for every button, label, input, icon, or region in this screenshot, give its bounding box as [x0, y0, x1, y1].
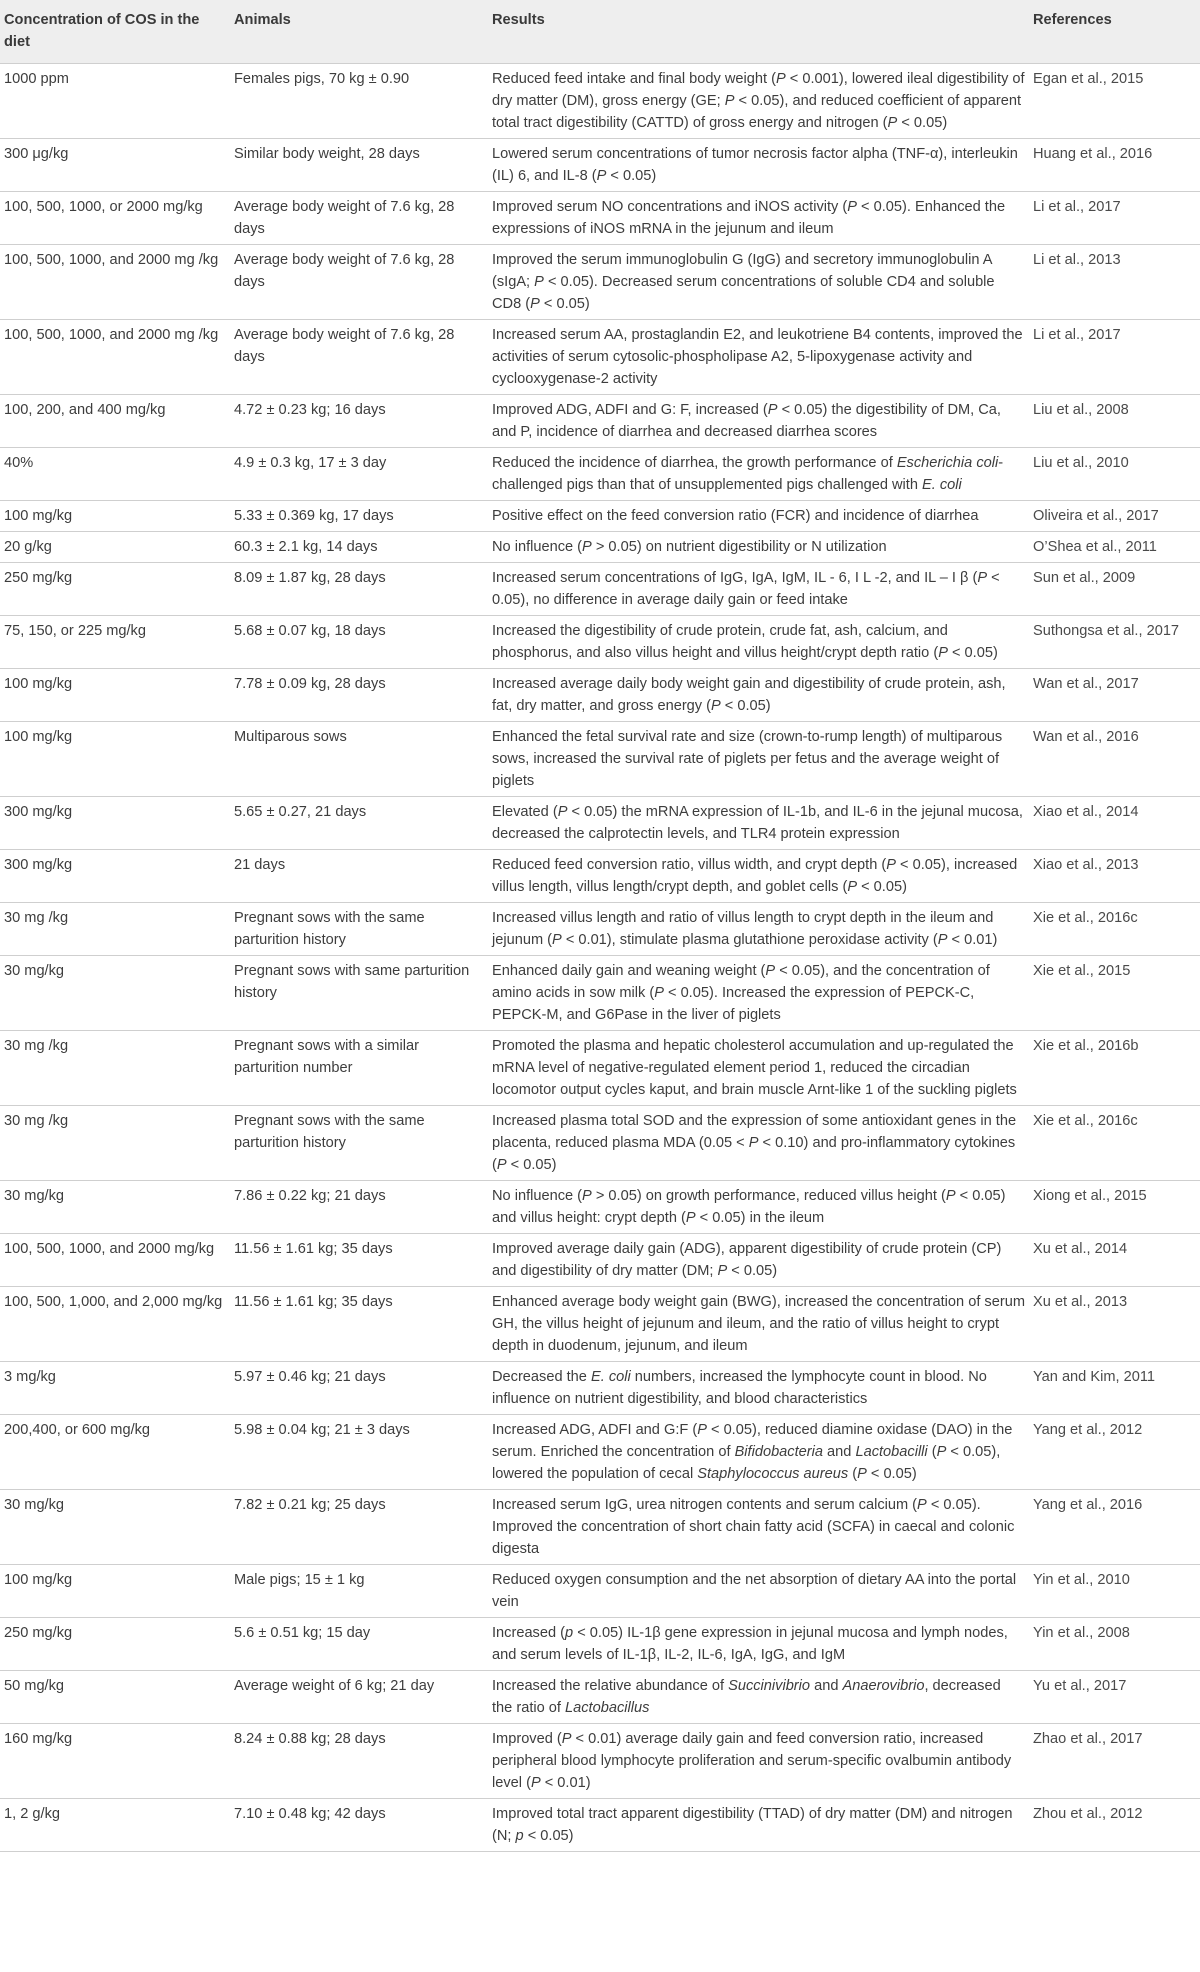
- table-row: [0, 563, 1200, 616]
- cell-reference: Yin et al., 2010: [1033, 1572, 1130, 1588]
- text-segment: < 0.05): [720, 698, 771, 714]
- cell-animals: Pregnant sows with the same parturition history: [234, 910, 425, 948]
- italic-segment: P: [847, 199, 857, 215]
- table-row: [0, 1799, 1200, 1852]
- text-segment: No influence (: [492, 1188, 583, 1204]
- cell-animals: Pregnant sows with a similar parturition number: [234, 1038, 419, 1076]
- table-row: [0, 501, 1200, 532]
- table-row: [0, 616, 1200, 669]
- table-row: [0, 1362, 1200, 1415]
- italic-segment: Bifidobacteria: [734, 1444, 823, 1460]
- cell-animals: 8.09 ± 1.87 kg, 28 days: [234, 570, 386, 586]
- italic-segment: P: [938, 645, 948, 661]
- italic-segment: P: [887, 115, 898, 131]
- text-segment: and: [823, 1444, 856, 1460]
- cell-concentration: 100, 500, 1000, and 2000 mg/kg: [4, 1241, 215, 1257]
- table-header: [0, 0, 1200, 64]
- cell-results: [488, 616, 1029, 669]
- text-segment: < 0.05). Increased the expression of PEPCK-C, PEPCK-M, and G6Pase in the liver of piglets: [492, 985, 975, 1023]
- table-row: [0, 1490, 1200, 1565]
- cell-reference: Zhou et al., 2012: [1033, 1806, 1143, 1822]
- cell-reference: Xie et al., 2016b: [1033, 1038, 1139, 1054]
- text-segment: < 0.05): [947, 645, 998, 661]
- cell-animals: 11.56 ± 1.61 kg; 35 days: [234, 1241, 393, 1257]
- cell-reference: Yan and Kim, 2011: [1033, 1369, 1155, 1385]
- cell-results: [488, 1618, 1029, 1671]
- text-segment: < 0.01): [947, 932, 998, 948]
- cell-concentration: 100 mg/kg: [4, 729, 73, 745]
- italic-segment: P: [697, 1422, 707, 1438]
- cell-results: [488, 1362, 1029, 1415]
- cell-animals: 5.33 ± 0.369 kg, 17 days: [234, 508, 394, 524]
- table-row: [0, 1724, 1200, 1799]
- text-segment: Reduced feed conversion ratio, villus width, and crypt depth (: [492, 857, 887, 873]
- table-row: [0, 64, 1200, 139]
- cell-results: [488, 1287, 1029, 1362]
- text-segment: (: [848, 1466, 858, 1482]
- cell-reference: Xie et al., 2016c: [1033, 910, 1138, 926]
- text-segment: Reduced feed intake and final body weight (: [492, 71, 776, 87]
- text-segment: < 0.10) and pro-inflammatory cytokines (: [492, 1135, 1016, 1173]
- cell-reference: Xu et al., 2013: [1033, 1294, 1128, 1310]
- cell-results: [488, 139, 1029, 192]
- cell-reference: Li et al., 2017: [1033, 199, 1121, 215]
- cell-results: [488, 956, 1029, 1031]
- italic-segment: P: [557, 804, 568, 820]
- cell-results: [488, 1415, 1029, 1490]
- table-row: [0, 448, 1200, 501]
- text-segment: Increased serum concentrations of IgG, IgA, IgM, IL - 6, I L -2, and IL – I β (: [492, 570, 978, 586]
- table-row: [0, 139, 1200, 192]
- cell-animals: 11.56 ± 1.61 kg; 35 days: [234, 1294, 393, 1310]
- italic-segment: P: [857, 1466, 867, 1482]
- cell-animals: 7.10 ± 0.48 kg; 42 days: [234, 1806, 386, 1822]
- table-row: [0, 850, 1200, 903]
- text-segment: < 0.05), no difference in average daily gain or feed intake: [492, 570, 1000, 608]
- cell-concentration: 160 mg/kg: [4, 1731, 73, 1747]
- cell-concentration: 75, 150, or 225 mg/kg: [4, 623, 146, 639]
- table-row: [0, 797, 1200, 850]
- text-segment: Enhanced the fetal survival rate and size (crown-to-rump length) of multiparous sows, increased the survival rate of piglets per fetus and the average weight of piglets: [492, 729, 1003, 789]
- cell-concentration: 300 μg/kg: [4, 146, 69, 162]
- text-segment: < 0.05): [606, 168, 657, 184]
- text-segment: < 0.05) the digestibility of DM, Ca, and P, incidence of diarrhea and decreased diarrhea scores: [492, 402, 1001, 440]
- text-segment: < 0.05): [506, 1157, 557, 1173]
- italic-segment: P: [917, 1497, 927, 1513]
- cell-concentration: 300 mg/kg: [4, 804, 73, 820]
- cell-animals: 5.98 ± 0.04 kg; 21 ± 3 days: [234, 1422, 410, 1438]
- cell-concentration: 30 mg /kg: [4, 910, 69, 926]
- text-segment: < 0.05). Enhanced the expressions of iNOS mRNA in the jejunum and ileum: [492, 199, 1006, 237]
- cell-animals: 4.72 ± 0.23 kg; 16 days: [234, 402, 386, 418]
- cell-reference: Oliveira et al., 2017: [1033, 508, 1159, 524]
- cell-concentration: 100 mg/kg: [4, 508, 73, 524]
- italic-segment: P: [582, 539, 592, 555]
- text-segment: Promoted the plasma and hepatic cholesterol accumulation and up-regulated the mRNA level of negative-regulated element period 1, reduced the circadian locomotor output cycles kaput, and brain muscle Arnt-like 1 of the suckling piglets: [492, 1038, 1017, 1098]
- cell-animals: 60.3 ± 2.1 kg, 14 days: [234, 539, 378, 555]
- text-segment: Elevated (: [492, 804, 558, 820]
- text-segment: < 0.05) and villus height: crypt depth (: [492, 1188, 1006, 1226]
- italic-segment: Anaerovibrio: [842, 1678, 925, 1694]
- cell-concentration: 30 mg/kg: [4, 1497, 65, 1513]
- italic-segment: Lactobacillus: [565, 1700, 650, 1716]
- cell-results: [488, 1031, 1029, 1106]
- text-segment: Decreased the: [492, 1369, 591, 1385]
- text-segment: < 0.01): [540, 1775, 591, 1791]
- italic-segment: P: [561, 1731, 572, 1747]
- cell-animals: Multiparous sows: [234, 729, 347, 745]
- text-segment: Enhanced average body weight gain (BWG), increased the concentration of serum GH, the villus height of jejunum and ileum, and the ratio of villus height to crypt depth in duodenum, jejunum, and ileum: [492, 1294, 1025, 1354]
- cell-reference: Egan et al., 2015: [1033, 71, 1144, 87]
- text-segment: Increased (: [492, 1625, 566, 1641]
- text-segment: < 0.05), and the concentration of amino acids in sow milk (: [492, 963, 990, 1001]
- cell-results: [488, 797, 1029, 850]
- italic-segment: P: [717, 1263, 728, 1279]
- text-segment: < 0.05) the mRNA expression of IL-1b, and IL-6 in the jejunal mucosa, decreased the calprotectin levels, and TLR4 protein expression: [492, 804, 1023, 842]
- cell-concentration: 100 mg/kg: [4, 1572, 73, 1588]
- italic-segment: P: [936, 1444, 947, 1460]
- text-segment: < 0.05), lowered the population of cecal: [492, 1444, 1001, 1482]
- cell-results: [488, 1724, 1029, 1799]
- cell-concentration: 1, 2 g/kg: [4, 1806, 60, 1822]
- table-row: [0, 1618, 1200, 1671]
- text-segment: Reduced the incidence of diarrhea, the growth performance of: [492, 455, 897, 471]
- text-segment: (: [927, 1444, 937, 1460]
- cell-animals: 8.24 ± 0.88 kg; 28 days: [234, 1731, 386, 1747]
- text-segment: < 0.05), reduced diamine oxidase (DAO) in the serum. Enriched the concentration of: [492, 1422, 1013, 1460]
- cell-results: [488, 532, 1029, 563]
- italic-segment: Staphylococcus aureus: [697, 1466, 849, 1482]
- table-row: [0, 669, 1200, 722]
- text-segment: numbers, increased the lymphocyte count in blood. No influence on nutrient digestibility, and blood characteristics: [492, 1369, 987, 1407]
- cell-reference: Liu et al., 2008: [1033, 402, 1129, 418]
- table-row: [0, 1031, 1200, 1106]
- text-segment: < 0.05): [866, 1466, 917, 1482]
- cell-reference: Xiao et al., 2013: [1033, 857, 1139, 873]
- cell-results: [488, 448, 1029, 501]
- table-row: [0, 1234, 1200, 1287]
- cell-concentration: 3 mg/kg: [4, 1369, 56, 1385]
- cell-concentration: 100, 500, 1000, and 2000 mg /kg: [4, 252, 219, 268]
- text-segment: Improved total tract apparent digestibility (TTAD) of dry matter (DM) and nitrogen (N;: [492, 1806, 1013, 1844]
- cell-results: [488, 320, 1029, 395]
- italic-segment: P: [886, 857, 896, 873]
- cell-concentration: 1000 ppm: [4, 71, 69, 87]
- italic-segment: P: [765, 963, 776, 979]
- cell-animals: 7.86 ± 0.22 kg; 21 days: [234, 1188, 386, 1204]
- cell-reference: Xie et al., 2016c: [1033, 1113, 1138, 1129]
- text-segment: Increased the digestibility of crude protein, crude fat, ash, calcium, and phosphorus, and also villus height and villus height/crypt depth ratio (: [492, 623, 948, 661]
- cell-reference: Xie et al., 2015: [1033, 963, 1131, 979]
- cell-reference: Yang et al., 2012: [1033, 1422, 1143, 1438]
- cell-concentration: 30 mg/kg: [4, 963, 65, 979]
- text-segment: Increased serum IgG, urea nitrogen contents and serum calcium (: [492, 1497, 918, 1513]
- text-segment: < 0.05): [857, 879, 907, 895]
- table-row: [0, 1565, 1200, 1618]
- cell-animals: 5.65 ± 0.27, 21 days: [234, 804, 367, 820]
- cell-reference: Yin et al., 2008: [1033, 1625, 1130, 1641]
- text-segment: > 0.05) on growth performance, reduced villus height (: [591, 1188, 946, 1204]
- text-segment: < 0.05). Decreased serum concentrations of soluble CD4 and soluble CD8 (: [492, 274, 995, 312]
- header-row: [0, 0, 1200, 64]
- cell-reference: Zhao et al., 2017: [1033, 1731, 1143, 1747]
- text-segment: < 0.05) in the ileum: [695, 1210, 825, 1226]
- header-concentration: Concentration of COS in the diet: [4, 12, 200, 50]
- text-segment: < 0.05), and reduced coefficient of apparent total tract digestibility (CATTD) of gross energy and nitrogen (: [492, 93, 1022, 131]
- italic-segment: P: [596, 168, 607, 184]
- text-segment: < 0.01), stimulate plasma glutathione peroxidase activity (: [561, 932, 938, 948]
- italic-segment: E. coli: [590, 1369, 631, 1385]
- text-segment: Improved serum NO concentrations and iNOS activity (: [492, 199, 848, 215]
- cell-concentration: 300 mg/kg: [4, 857, 73, 873]
- cell-animals: 5.6 ± 0.51 kg; 15 day: [234, 1625, 371, 1641]
- text-segment: Increased ADG, ADFI and G:F (: [492, 1422, 698, 1438]
- cell-concentration: 250 mg/kg: [4, 1625, 73, 1641]
- cell-reference: Li et al., 2013: [1033, 252, 1121, 268]
- italic-segment: Succinivibrio: [728, 1678, 811, 1694]
- text-segment: < 0.05): [523, 1828, 574, 1844]
- text-segment: Increased average daily body weight gain and digestibility of crude protein, ash, fat, dry matter, and gross energy (: [492, 676, 1006, 714]
- cell-concentration: 200,400, or 600 mg/kg: [4, 1422, 151, 1438]
- italic-segment: P: [654, 985, 664, 1001]
- text-segment: Positive effect on the feed conversion ratio (FCR) and incidence of diarrhea: [492, 508, 979, 524]
- italic-segment: P: [767, 402, 778, 418]
- cell-reference: Xu et al., 2014: [1033, 1241, 1128, 1257]
- table-row: [0, 245, 1200, 320]
- cell-reference: Wan et al., 2017: [1033, 676, 1139, 692]
- italic-segment: P: [496, 1157, 507, 1173]
- text-segment: Reduced oxygen consumption and the net absorption of dietary AA into the portal vein: [492, 1572, 1017, 1610]
- table-row: [0, 395, 1200, 448]
- cell-animals: 5.68 ± 0.07 kg, 18 days: [234, 623, 386, 639]
- text-segment: Improved average daily gain (ADG), apparent digestibility of crude protein (CP) and digestibility of dry matter (DM;: [492, 1241, 1002, 1279]
- table-row: [0, 1106, 1200, 1181]
- cell-concentration: 50 mg/kg: [4, 1678, 65, 1694]
- cell-animals: 7.82 ± 0.21 kg; 25 days: [234, 1497, 386, 1513]
- cell-results: [488, 1106, 1029, 1181]
- text-segment: > 0.05) on nutrient digestibility or N utilization: [591, 539, 887, 555]
- cell-results: [488, 722, 1029, 797]
- header-animals: Animals: [234, 12, 291, 28]
- table-row: [0, 532, 1200, 563]
- table-row: [0, 1181, 1200, 1234]
- table-row: [0, 320, 1200, 395]
- header-references: References: [1033, 12, 1112, 28]
- text-segment: , decreased the ratio of: [492, 1678, 1001, 1716]
- cell-results: [488, 903, 1029, 956]
- cell-reference: Yang et al., 2016: [1033, 1497, 1143, 1513]
- cell-animals: 7.78 ± 0.09 kg, 28 days: [234, 676, 386, 692]
- table-row: [0, 1671, 1200, 1724]
- cell-animals: 5.97 ± 0.46 kg; 21 days: [234, 1369, 386, 1385]
- text-segment: < 0.05): [539, 296, 590, 312]
- italic-segment: P: [945, 1188, 956, 1204]
- italic-segment: E. coli: [922, 477, 962, 493]
- cell-concentration: 100, 500, 1000, and 2000 mg /kg: [4, 327, 219, 343]
- cell-animals: Average body weight of 7.6 kg, 28 days: [234, 327, 455, 365]
- cell-results: [488, 850, 1029, 903]
- text-segment: Improved the serum immunoglobulin G (IgG) and secretory immunoglobulin A (sIgA;: [492, 252, 992, 290]
- cell-concentration: 100, 500, 1,000, and 2,000 mg/kg: [4, 1294, 223, 1310]
- cell-animals: 4.9 ± 0.3 kg, 17 ± 3 day: [234, 455, 387, 471]
- text-segment: < 0.05): [727, 1263, 778, 1279]
- italic-segment: P: [582, 1188, 592, 1204]
- cell-animals: 21 days: [234, 857, 286, 873]
- text-segment: < 0.001), lowered ileal digestibility of dry matter (DM), gross energy (GE;: [492, 71, 1025, 109]
- cell-reference: Xiao et al., 2014: [1033, 804, 1139, 820]
- text-segment: Increased plasma total SOD and the expression of some antioxidant genes in the placenta, reduced plasma MDA (0.05 <: [492, 1113, 1017, 1151]
- text-segment: Increased villus length and ratio of villus length to crypt depth in the ileum and jejunum (: [492, 910, 994, 948]
- cell-results: [488, 1565, 1029, 1618]
- cell-concentration: 250 mg/kg: [4, 570, 73, 586]
- table-body: [0, 64, 1200, 1852]
- cell-concentration: 30 mg /kg: [4, 1113, 69, 1129]
- cell-reference: Li et al., 2017: [1033, 327, 1121, 343]
- cell-animals: Pregnant sows with same parturition history: [234, 963, 470, 1001]
- italic-segment: P: [685, 1210, 696, 1226]
- cell-results: [488, 245, 1029, 320]
- cell-concentration: 30 mg/kg: [4, 1188, 65, 1204]
- cell-reference: Liu et al., 2010: [1033, 455, 1129, 471]
- cell-results: [488, 64, 1029, 139]
- table-row: [0, 903, 1200, 956]
- italic-segment: P: [534, 274, 544, 290]
- cell-animals: Average body weight of 7.6 kg, 28 days: [234, 199, 455, 237]
- text-segment: Improved (: [492, 1731, 562, 1747]
- cell-results: [488, 1799, 1029, 1852]
- cell-results: [488, 1490, 1029, 1565]
- cell-results: [488, 1181, 1029, 1234]
- cell-concentration: 40%: [4, 455, 34, 471]
- cell-reference: O’Shea et al., 2011: [1033, 539, 1157, 555]
- table-row: [0, 956, 1200, 1031]
- italic-segment: p: [565, 1625, 574, 1641]
- cell-concentration: 100, 500, 1000, or 2000 mg/kg: [4, 199, 203, 215]
- text-segment: < 0.05): [897, 115, 948, 131]
- cell-results: [488, 563, 1029, 616]
- cell-animals: Average body weight of 7.6 kg, 28 days: [234, 252, 455, 290]
- cell-results: [488, 501, 1029, 532]
- italic-segment: P: [847, 879, 858, 895]
- italic-segment: P: [711, 698, 721, 714]
- italic-segment: P: [748, 1135, 759, 1151]
- cell-reference: Suthongsa et al., 2017: [1033, 623, 1180, 639]
- text-segment: < 0.01) average daily gain and feed conversion ratio, increased peripheral blood lymphocyte proliferation and serum-specific ovalbumin antibody level (: [492, 1731, 1012, 1791]
- cell-animals: Pregnant sows with the same parturition history: [234, 1113, 425, 1151]
- header-results: Results: [492, 12, 545, 28]
- italic-segment: P: [530, 1775, 541, 1791]
- table-row: [0, 1415, 1200, 1490]
- text-segment: Enhanced daily gain and weaning weight (: [492, 963, 766, 979]
- text-segment: < 0.05) IL-1β gene expression in jejunal mucosa and lymph nodes, and serum levels of IL-1β, IL-2, IL-6, IgA, IgG, and IgM: [492, 1625, 1008, 1663]
- cell-reference: Wan et al., 2016: [1033, 729, 1139, 745]
- italic-segment: P: [552, 932, 562, 948]
- text-segment: Increased serum AA, prostaglandin E2, and leukotriene B4 contents, improved the activities of serum cytosolic-phospholipase A2, 5-lipoxygenase activity and cyclooxygenase-2 activity: [492, 327, 1023, 387]
- cell-reference: Yu et al., 2017: [1033, 1678, 1127, 1694]
- cell-results: [488, 395, 1029, 448]
- cell-concentration: 20 g/kg: [4, 539, 52, 555]
- italic-segment: P: [775, 71, 786, 87]
- text-segment: and: [810, 1678, 843, 1694]
- cell-results: [488, 1671, 1029, 1724]
- text-segment: No influence (: [492, 539, 583, 555]
- cell-animals: Average weight of 6 kg; 21 day: [234, 1678, 435, 1694]
- cell-reference: Huang et al., 2016: [1033, 146, 1153, 162]
- italic-segment: P: [937, 932, 948, 948]
- cell-concentration: 30 mg /kg: [4, 1038, 69, 1054]
- text-segment: Improved ADG, ADFI and G: F, increased (: [492, 402, 768, 418]
- cell-animals: Male pigs; 15 ± 1 kg: [234, 1572, 365, 1588]
- text-segment: Increased the relative abundance of: [492, 1678, 729, 1694]
- italic-segment: P: [530, 296, 540, 312]
- text-segment: Lowered serum concentrations of tumor necrosis factor alpha (TNF-α), interleukin (IL) 6, and IL-8 (: [492, 146, 1018, 184]
- text-segment: -challenged pigs than that of unsupplemented pigs challenged with: [492, 455, 1004, 493]
- cell-reference: Xiong et al., 2015: [1033, 1188, 1147, 1204]
- cell-results: [488, 669, 1029, 722]
- text-segment: < 0.05). Improved the concentration of short chain fatty acid (SCFA) in caecal and colonic digesta: [492, 1497, 1015, 1557]
- cell-results: [488, 1234, 1029, 1287]
- table-row: [0, 1287, 1200, 1362]
- italic-segment: p: [515, 1828, 524, 1844]
- cell-results: [488, 192, 1029, 245]
- cell-concentration: 100, 200, and 400 mg/kg: [4, 402, 166, 418]
- cell-reference: Sun et al., 2009: [1033, 570, 1136, 586]
- italic-segment: P: [977, 570, 988, 586]
- italic-segment: Lactobacilli: [855, 1444, 928, 1460]
- table-row: [0, 192, 1200, 245]
- italic-segment: Escherichia coli: [896, 455, 999, 471]
- italic-segment: P: [724, 93, 735, 109]
- cell-animals: Females pigs, 70 kg ± 0.90: [234, 71, 410, 87]
- text-segment: < 0.05), increased villus length, villus length/crypt depth, and goblet cells (: [492, 857, 1018, 895]
- cell-animals: Similar body weight, 28 days: [234, 146, 420, 162]
- cell-concentration: 100 mg/kg: [4, 676, 73, 692]
- table-row: [0, 722, 1200, 797]
